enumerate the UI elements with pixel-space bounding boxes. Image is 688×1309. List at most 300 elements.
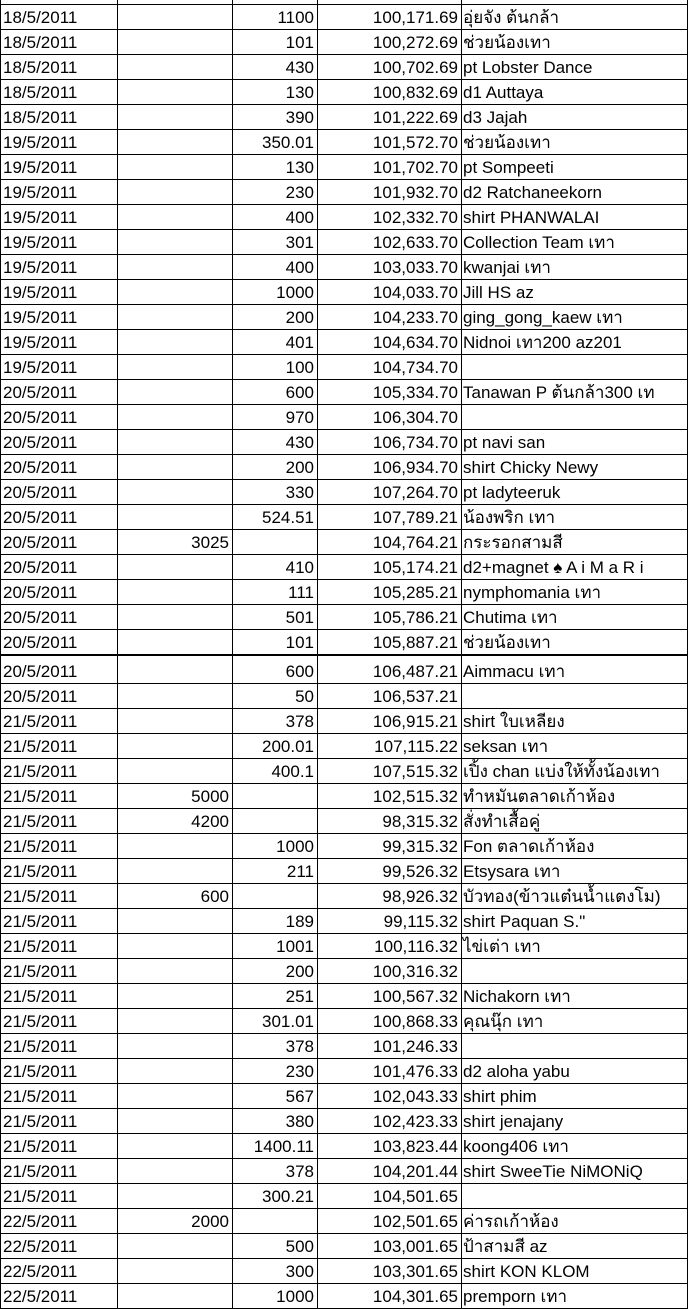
balance-cell[interactable]: 105,334.70	[372, 383, 458, 402]
note-cell[interactable]: คุณนุ๊ก เทา	[463, 1012, 544, 1031]
expense-cell[interactable]	[117, 934, 232, 959]
note-cell[interactable]: shirt PHANWALAI	[463, 208, 600, 227]
date-cell[interactable]: 21/5/2011	[3, 737, 78, 756]
expense-cell[interactable]	[117, 255, 232, 280]
date-cell[interactable]: 21/5/2011	[3, 1187, 78, 1206]
table-row	[0, 380, 688, 405]
balance-cell[interactable]: 101,932.70	[372, 183, 458, 202]
balance-cell[interactable]: 101,222.69	[372, 108, 458, 127]
grid-line	[0, 279, 688, 280]
income-cell[interactable]: 400	[285, 258, 314, 277]
note-cell[interactable]: shirt KON KLOM	[463, 1262, 590, 1281]
expense-cell[interactable]	[117, 1234, 232, 1259]
table-row	[0, 684, 688, 709]
table-row	[0, 105, 688, 130]
balance-cell[interactable]: 104,501.65	[372, 1187, 458, 1206]
expense-cell[interactable]	[117, 555, 232, 580]
expense-cell[interactable]	[117, 480, 232, 505]
balance-cell[interactable]: 102,501.65	[372, 1212, 458, 1231]
income-cell[interactable]: 1400.11	[253, 1137, 314, 1156]
date-cell[interactable]: 20/5/2011	[3, 383, 78, 402]
date-cell[interactable]: 19/5/2011	[3, 358, 78, 377]
note-cell[interactable]: ค่ารถเก้าห้อง	[463, 1212, 559, 1231]
expense-cell[interactable]	[117, 355, 232, 380]
income-cell[interactable]: 378	[285, 1037, 314, 1056]
note-cell[interactable]: shirt Paquan S."	[463, 912, 586, 931]
expense-cell[interactable]	[117, 130, 232, 155]
note-cell[interactable]	[461, 405, 688, 430]
table-row	[0, 230, 688, 255]
date-cell[interactable]: 20/5/2011	[3, 583, 78, 602]
table-row	[0, 1059, 688, 1084]
balance-cell[interactable]: 107,789.21	[372, 508, 458, 527]
note-cell[interactable]: premporn เทา	[463, 1287, 568, 1306]
note-cell[interactable]: nymphomania เทา	[463, 583, 602, 602]
date-cell[interactable]: 20/5/2011	[3, 558, 78, 577]
balance-cell[interactable]: 101,246.33	[372, 1037, 458, 1056]
balance-cell[interactable]: 106,304.70	[372, 408, 458, 427]
date-cell[interactable]: 22/5/2011	[3, 1237, 78, 1256]
balance-cell[interactable]: 107,264.70	[372, 483, 458, 502]
income-cell[interactable]: 1000	[276, 1287, 314, 1306]
expense-cell[interactable]	[117, 734, 232, 759]
note-cell[interactable]	[461, 355, 688, 380]
income-cell[interactable]: 200	[285, 458, 314, 477]
note-cell[interactable]: กระรอกสามสี	[463, 533, 563, 552]
income-cell[interactable]: 410	[285, 558, 314, 577]
balance-cell[interactable]: 102,043.33	[372, 1087, 458, 1106]
date-cell[interactable]: 21/5/2011	[3, 1037, 78, 1056]
balance-cell[interactable]: 102,423.33	[372, 1112, 458, 1131]
grid-line	[0, 154, 688, 155]
table-row	[0, 1159, 688, 1184]
expense-cell[interactable]	[117, 1159, 232, 1184]
expense-cell[interactable]	[117, 984, 232, 1009]
grid-line	[0, 1208, 688, 1209]
grid-line	[317, 0, 318, 1309]
date-cell[interactable]: 19/5/2011	[3, 283, 78, 302]
income-cell[interactable]: 300.21	[262, 1187, 314, 1206]
expense-cell[interactable]	[117, 580, 232, 605]
table-row	[0, 1084, 688, 1109]
income-cell[interactable]	[232, 884, 317, 909]
balance-cell[interactable]: 101,476.33	[372, 1062, 458, 1081]
date-cell[interactable]: 21/5/2011	[3, 1112, 78, 1131]
income-cell[interactable]: 251	[285, 987, 314, 1006]
income-cell[interactable]: 500	[285, 1237, 314, 1256]
balance-cell[interactable]: 106,537.21	[372, 687, 458, 706]
balance-cell[interactable]: 103,301.65	[372, 1262, 458, 1281]
expense-cell[interactable]	[117, 505, 232, 530]
grid-line	[0, 354, 688, 355]
date-cell[interactable]: 21/5/2011	[3, 712, 78, 731]
table-row	[0, 1184, 688, 1209]
grid-line	[0, 758, 688, 759]
expense-cell[interactable]	[117, 1284, 232, 1309]
note-cell[interactable]	[461, 684, 688, 709]
expense-cell[interactable]: 600	[200, 887, 229, 906]
note-cell[interactable]: ช่วยน้องเทา	[463, 633, 551, 652]
grid-line	[0, 554, 688, 555]
date-cell[interactable]: 19/5/2011	[3, 133, 78, 152]
balance-cell[interactable]: 104,201.44	[372, 1162, 458, 1181]
expense-cell[interactable]	[117, 1184, 232, 1209]
note-cell[interactable]: shirt SweeTie NiMONiQ	[463, 1162, 643, 1181]
note-cell[interactable]: d3 Jajah	[463, 108, 528, 127]
date-cell[interactable]: 21/5/2011	[3, 762, 78, 781]
grid-line	[0, 254, 688, 255]
date-cell[interactable]: 20/5/2011	[3, 662, 78, 681]
income-cell[interactable]: 1001	[276, 937, 314, 956]
expense-cell[interactable]	[117, 80, 232, 105]
balance-cell[interactable]: 100,272.69	[372, 33, 458, 52]
balance-cell[interactable]: 102,515.32	[372, 787, 458, 806]
expense-cell[interactable]	[117, 55, 232, 80]
date-cell[interactable]: 21/5/2011	[3, 987, 78, 1006]
note-cell[interactable]: d2+magnet ♠ A i M a R i	[463, 558, 644, 577]
balance-cell[interactable]: 104,734.70	[372, 358, 458, 377]
table-row	[0, 1209, 688, 1234]
note-cell[interactable]: ช่วยน้องเทา	[463, 33, 551, 52]
date-cell[interactable]: 21/5/2011	[3, 1087, 78, 1106]
table-row	[0, 555, 688, 580]
date-cell[interactable]: 18/5/2011	[3, 8, 78, 27]
expense-cell[interactable]	[117, 1059, 232, 1084]
note-cell[interactable]: koong406 เทา	[463, 1137, 569, 1156]
expense-cell[interactable]	[117, 659, 232, 684]
balance-cell[interactable]: 104,233.70	[372, 308, 458, 327]
table-row	[0, 909, 688, 934]
income-cell[interactable]: 111	[288, 583, 314, 602]
date-cell[interactable]: 21/5/2011	[3, 787, 78, 806]
grid-line	[0, 833, 688, 834]
expense-cell[interactable]	[117, 205, 232, 230]
table-row	[0, 834, 688, 859]
table-row	[0, 630, 688, 655]
date-cell[interactable]: 20/5/2011	[3, 483, 78, 502]
date-cell[interactable]: 21/5/2011	[3, 912, 78, 931]
date-cell[interactable]: 19/5/2011	[3, 333, 78, 352]
expense-cell[interactable]	[117, 605, 232, 630]
income-cell[interactable]: 1000	[276, 283, 314, 302]
balance-cell[interactable]: 105,174.21	[372, 558, 458, 577]
income-cell[interactable]	[232, 809, 317, 834]
income-cell[interactable]: 1100	[277, 8, 314, 27]
income-cell[interactable]: 300	[285, 1262, 314, 1281]
balance-cell[interactable]: 104,301.65	[372, 1287, 458, 1306]
note-cell[interactable]: Nidnoi เทา200 az201	[463, 333, 622, 352]
note-cell[interactable]: d1 Auttaya	[463, 83, 544, 102]
income-cell[interactable]: 524.51	[262, 508, 314, 527]
note-cell[interactable]: d2 aloha yabu	[463, 1062, 570, 1081]
note-cell[interactable]: pt Lobster Dance	[463, 58, 593, 77]
balance-cell[interactable]: 106,487.21	[372, 662, 458, 681]
date-cell[interactable]: 21/5/2011	[3, 1137, 78, 1156]
note-cell[interactable]: Etsysara เทา	[463, 862, 561, 881]
expense-cell[interactable]	[117, 105, 232, 130]
balance-cell[interactable]: 102,633.70	[372, 233, 458, 252]
grid-line	[0, 883, 688, 884]
date-cell[interactable]: 18/5/2011	[3, 108, 78, 127]
date-cell[interactable]: 20/5/2011	[3, 508, 78, 527]
balance-cell[interactable]: 100,116.32	[374, 937, 458, 956]
grid-line	[0, 654, 688, 656]
expense-cell[interactable]	[117, 959, 232, 984]
expense-cell[interactable]	[117, 1034, 232, 1059]
income-cell[interactable]: 200	[285, 308, 314, 327]
date-cell[interactable]: 18/5/2011	[3, 58, 78, 77]
note-cell[interactable]: ป้าสามสี az	[463, 1237, 548, 1256]
date-cell[interactable]: 20/5/2011	[3, 633, 78, 652]
income-cell[interactable]: 301.01	[262, 1012, 314, 1031]
balance-cell[interactable]: 100,171.69	[372, 8, 458, 27]
date-cell[interactable]: 19/5/2011	[3, 233, 78, 252]
date-cell[interactable]: 21/5/2011	[3, 962, 78, 981]
income-cell[interactable]: 567	[285, 1087, 314, 1106]
expense-cell[interactable]	[117, 155, 232, 180]
expense-cell[interactable]	[117, 280, 232, 305]
expense-cell[interactable]	[117, 859, 232, 884]
note-cell[interactable]	[461, 959, 688, 984]
balance-cell[interactable]: 101,702.70	[372, 158, 458, 177]
expense-cell[interactable]	[117, 5, 232, 30]
grid-line	[0, 1083, 688, 1084]
note-cell[interactable]: น้องพริก เทา	[463, 508, 556, 527]
income-cell[interactable]: 230	[285, 183, 314, 202]
note-cell[interactable]: shirt phim	[463, 1087, 537, 1106]
balance-cell[interactable]: 100,567.32	[372, 987, 458, 1006]
balance-cell[interactable]: 106,915.21	[372, 712, 458, 731]
income-cell[interactable]: 430	[285, 433, 314, 452]
expense-cell[interactable]: 4200	[191, 812, 229, 831]
income-cell[interactable]: 101	[285, 33, 314, 52]
note-cell[interactable]: ging_gong_kaew เทา	[463, 308, 623, 327]
grid-line	[461, 0, 462, 1309]
grid-line	[0, 1258, 688, 1259]
date-cell[interactable]: 19/5/2011	[3, 183, 78, 202]
expense-cell[interactable]	[117, 684, 232, 709]
income-cell[interactable]: 330	[285, 483, 314, 502]
balance-cell[interactable]: 102,332.70	[372, 208, 458, 227]
income-cell[interactable]: 350.01	[262, 133, 314, 152]
date-cell[interactable]: 18/5/2011	[3, 83, 78, 102]
expense-cell[interactable]	[117, 630, 232, 655]
date-cell[interactable]: 20/5/2011	[3, 458, 78, 477]
expense-cell[interactable]: 2000	[191, 1212, 229, 1231]
income-cell[interactable]: 600	[285, 383, 314, 402]
balance-cell[interactable]: 106,934.70	[372, 458, 458, 477]
expense-cell[interactable]	[117, 430, 232, 455]
table-row	[0, 1009, 688, 1034]
note-cell[interactable]	[461, 1184, 688, 1209]
balance-cell[interactable]: 103,033.70	[372, 258, 458, 277]
expense-cell[interactable]: 5000	[191, 787, 229, 806]
balance-cell[interactable]: 98,315.32	[382, 812, 458, 831]
income-cell[interactable]: 970	[285, 408, 314, 427]
expense-cell[interactable]	[117, 405, 232, 430]
date-cell[interactable]: 20/5/2011	[3, 533, 78, 552]
income-cell[interactable]: 130	[285, 158, 314, 177]
balance-cell[interactable]: 107,115.22	[374, 737, 458, 756]
note-cell[interactable]: shirt Chicky Newy	[463, 458, 599, 477]
date-cell[interactable]: 21/5/2011	[3, 862, 78, 881]
note-cell[interactable]: เปิ้ง chan แบ่งให้ทั้งน้องเทา	[463, 762, 660, 781]
balance-cell[interactable]: 106,734.70	[372, 433, 458, 452]
balance-cell[interactable]: 99,315.32	[382, 837, 458, 856]
date-cell[interactable]: 20/5/2011	[3, 433, 78, 452]
expense-cell[interactable]	[117, 1259, 232, 1284]
grid-line	[0, 204, 688, 205]
income-cell[interactable]: 600	[285, 662, 314, 681]
income-cell[interactable]: 50	[295, 687, 314, 706]
grid-line	[0, 429, 688, 430]
expense-cell[interactable]	[117, 1109, 232, 1134]
income-cell[interactable]	[232, 1209, 317, 1234]
income-cell[interactable]: 200.01	[262, 737, 314, 756]
expense-cell[interactable]	[117, 230, 232, 255]
income-cell[interactable]: 130	[285, 83, 314, 102]
table-row	[0, 430, 688, 455]
date-cell[interactable]: 18/5/2011	[3, 33, 78, 52]
expense-cell[interactable]	[117, 1084, 232, 1109]
note-cell[interactable]: shirt ใบเหลียง	[463, 712, 565, 731]
grid-line	[0, 1283, 688, 1284]
income-cell[interactable]: 400	[285, 208, 314, 227]
balance-cell[interactable]: 104,033.70	[372, 283, 458, 302]
income-cell[interactable]: 189	[285, 912, 314, 931]
balance-cell[interactable]: 105,285.21	[372, 583, 458, 602]
note-cell[interactable]: Tanawan P ต้นกล้า300 เท	[463, 383, 655, 402]
balance-cell[interactable]: 100,868.33	[372, 1012, 458, 1031]
expense-cell[interactable]	[117, 380, 232, 405]
income-cell[interactable]: 100	[285, 358, 314, 377]
date-cell[interactable]: 22/5/2011	[3, 1287, 78, 1306]
note-cell[interactable]: shirt jenajany	[463, 1112, 564, 1131]
balance-cell[interactable]: 104,764.21	[372, 533, 458, 552]
note-cell[interactable]: บัวทอง(ข้าวแต๋นน้ำแตงโม)	[463, 887, 661, 906]
income-cell[interactable]	[232, 784, 317, 809]
income-cell[interactable]: 230	[285, 1062, 314, 1081]
date-cell[interactable]: 20/5/2011	[3, 408, 78, 427]
date-cell[interactable]: 22/5/2011	[3, 1262, 78, 1281]
table-row	[0, 480, 688, 505]
note-cell[interactable]: ทำหมันตลาดเก้าห้อง	[463, 787, 616, 806]
income-cell[interactable]: 211	[286, 862, 314, 881]
date-cell[interactable]: 21/5/2011	[3, 937, 78, 956]
expense-cell[interactable]	[117, 909, 232, 934]
note-cell[interactable]: Fon ตลาดเก้าห้อง	[463, 837, 595, 856]
note-cell[interactable]: Jill HS az	[463, 283, 534, 302]
note-cell[interactable]: pt Sompeeti	[463, 158, 554, 177]
balance-cell[interactable]: 101,572.70	[372, 133, 458, 152]
expense-cell[interactable]	[117, 30, 232, 55]
grid-line	[0, 579, 688, 580]
balance-cell[interactable]: 104,634.70	[372, 333, 458, 352]
date-cell[interactable]: 19/5/2011	[3, 158, 78, 177]
note-cell[interactable]: kwanjai เทา	[463, 258, 551, 277]
balance-cell[interactable]: 107,515.32	[372, 762, 458, 781]
note-cell[interactable]	[461, 1034, 688, 1059]
balance-cell[interactable]: 100,832.69	[372, 83, 458, 102]
date-cell[interactable]: 20/5/2011	[3, 687, 78, 706]
note-cell[interactable]: d2 Ratchaneekorn	[463, 183, 602, 202]
grid-line	[0, 908, 688, 909]
balance-cell[interactable]: 105,786.21	[372, 608, 458, 627]
date-cell[interactable]: 19/5/2011	[3, 308, 78, 327]
expense-cell[interactable]	[117, 834, 232, 859]
note-cell[interactable]: อุ่ยจัง ต้นกล้า	[463, 8, 560, 27]
note-cell[interactable]: สั่งทำเสื้อคู่	[463, 812, 541, 831]
table-row	[0, 605, 688, 630]
date-cell[interactable]: 21/5/2011	[3, 1062, 78, 1081]
date-cell[interactable]: 21/5/2011	[3, 837, 78, 856]
date-cell[interactable]: 21/5/2011	[3, 887, 78, 906]
grid-line	[0, 629, 688, 630]
income-cell[interactable]: 380	[285, 1112, 314, 1131]
balance-cell[interactable]: 103,823.44	[372, 1137, 458, 1156]
note-cell[interactable]: Chutima เทา	[463, 608, 558, 627]
grid-line	[0, 708, 688, 709]
balance-cell[interactable]: 99,115.32	[383, 912, 458, 931]
income-cell[interactable]: 390	[285, 108, 314, 127]
grid-line	[0, 604, 688, 605]
note-cell[interactable]: ช่วยน้องเทา	[463, 133, 551, 152]
balance-cell[interactable]: 100,316.32	[372, 962, 458, 981]
income-cell[interactable]: 430	[285, 58, 314, 77]
expense-cell[interactable]: 3025	[191, 533, 229, 552]
expense-cell[interactable]	[117, 759, 232, 784]
balance-cell[interactable]: 99,526.32	[382, 862, 458, 881]
income-cell[interactable]: 301	[285, 233, 314, 252]
note-cell[interactable]: Collection Team เทา	[463, 233, 615, 252]
income-cell[interactable]: 501	[285, 608, 314, 627]
balance-cell[interactable]: 100,702.69	[372, 58, 458, 77]
expense-cell[interactable]	[117, 180, 232, 205]
income-cell[interactable]: 400.1	[271, 762, 314, 781]
date-cell[interactable]: 19/5/2011	[3, 258, 78, 277]
note-cell[interactable]: seksan เทา	[463, 737, 549, 756]
date-cell[interactable]: 22/5/2011	[3, 1212, 78, 1231]
date-cell[interactable]: 21/5/2011	[3, 1162, 78, 1181]
income-cell[interactable]: 378	[285, 1162, 314, 1181]
balance-cell[interactable]: 105,887.21	[372, 633, 458, 652]
income-cell[interactable]: 401	[285, 333, 314, 352]
expense-cell[interactable]	[117, 1134, 232, 1159]
note-cell[interactable]: pt navi san	[463, 433, 546, 452]
balance-cell[interactable]: 103,001.65	[372, 1237, 458, 1256]
balance-cell[interactable]: 98,926.32	[382, 887, 458, 906]
note-cell[interactable]: pt ladyteeruk	[463, 483, 561, 502]
expense-cell[interactable]	[117, 305, 232, 330]
income-cell[interactable]	[232, 530, 317, 555]
income-cell[interactable]: 200	[285, 962, 314, 981]
income-cell[interactable]: 378	[285, 712, 314, 731]
expense-cell[interactable]	[117, 709, 232, 734]
date-cell[interactable]: 21/5/2011	[3, 812, 78, 831]
note-cell[interactable]: Aimmacu เทา	[463, 662, 566, 681]
income-cell[interactable]: 1000	[276, 837, 314, 856]
expense-cell[interactable]	[117, 330, 232, 355]
date-cell[interactable]: 19/5/2011	[3, 208, 78, 227]
grid-line	[0, 229, 688, 230]
note-cell[interactable]: Nichakorn เทา	[463, 987, 571, 1006]
income-cell[interactable]: 101	[285, 633, 314, 652]
expense-cell[interactable]	[117, 1009, 232, 1034]
note-cell[interactable]: ไข่เต่า เทา	[463, 937, 541, 956]
date-cell[interactable]: 21/5/2011	[3, 1012, 78, 1031]
expense-cell[interactable]	[117, 455, 232, 480]
date-cell[interactable]: 20/5/2011	[3, 608, 78, 627]
